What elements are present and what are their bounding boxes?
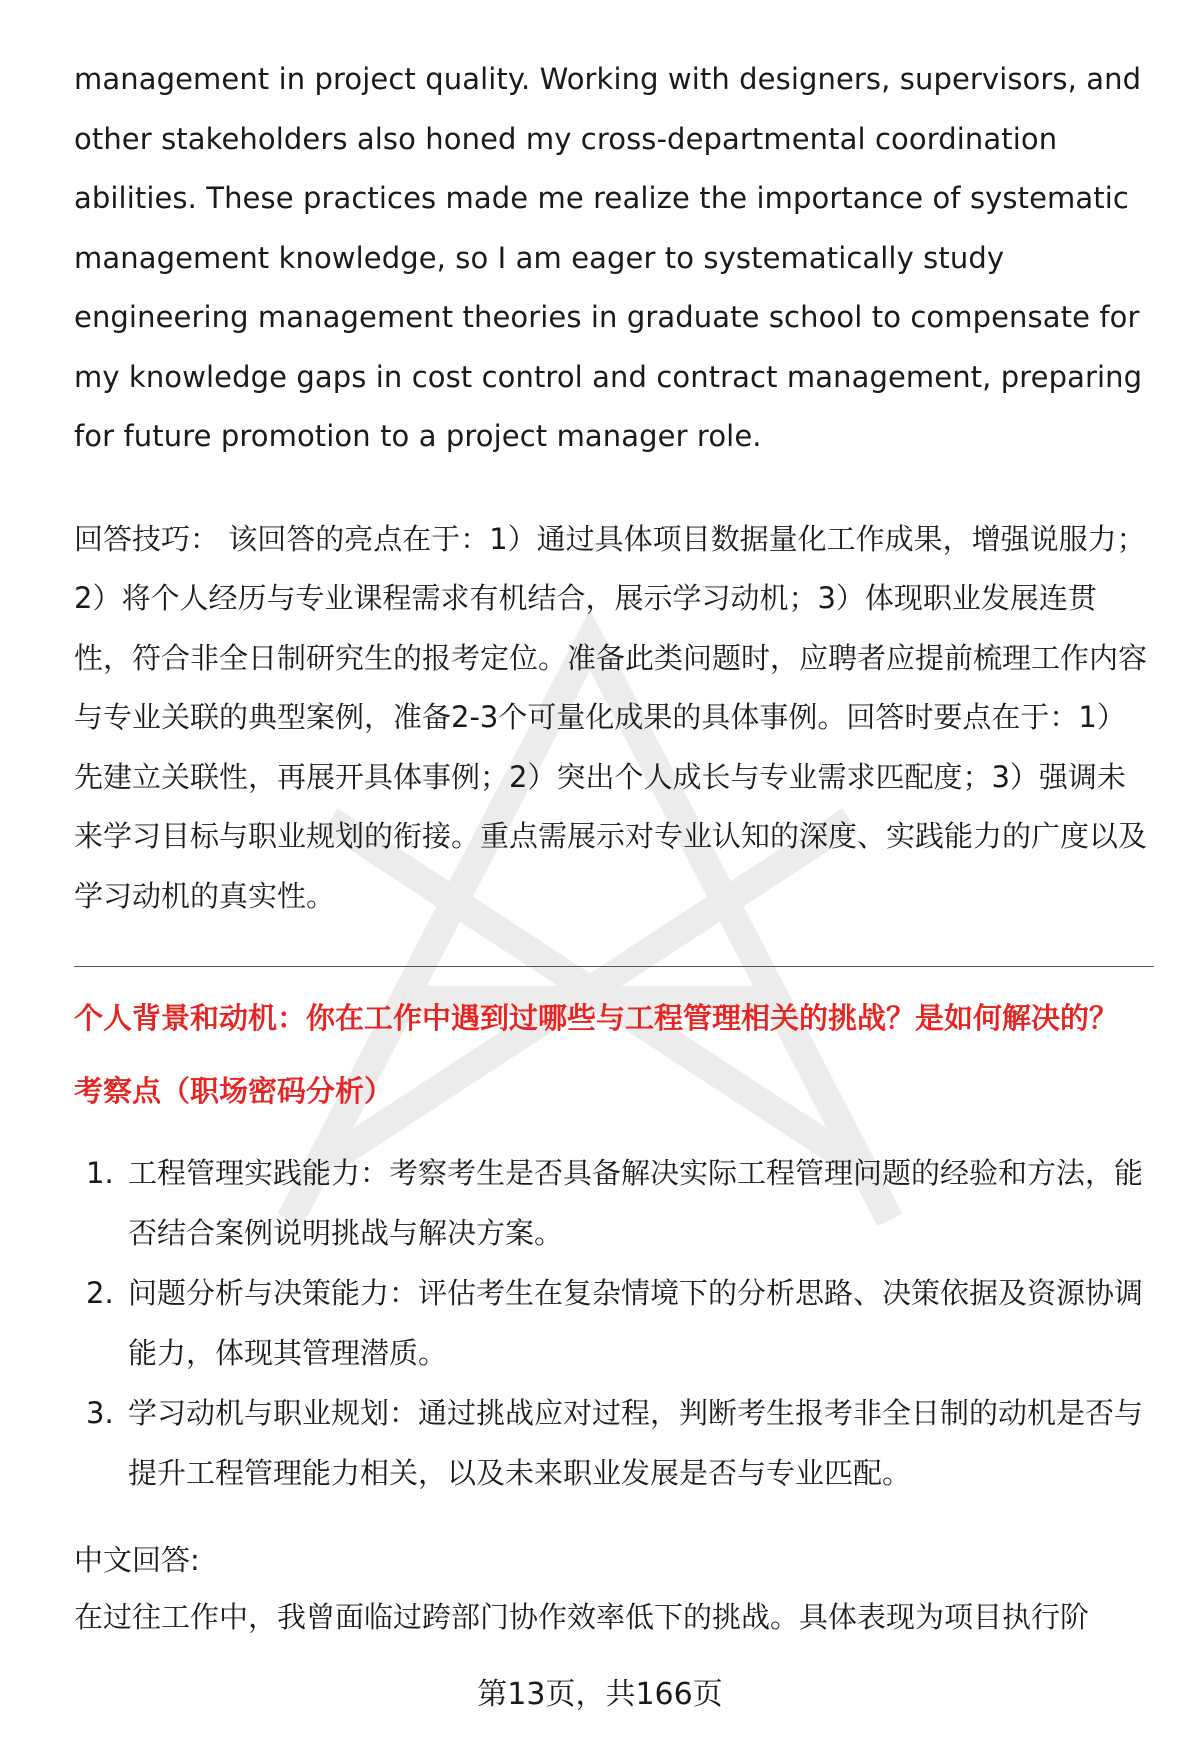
list-item-number: 3.	[86, 1396, 114, 1430]
list-item-text: 问题分析与决策能力：评估考生在复杂情境下的分析思路、决策依据及资源协调能力，体现其管理潜质。	[128, 1276, 1144, 1370]
answer-tip-paragraph: 回答技巧： 该回答的亮点在于：1）通过具体项目数据量化工作成果，增强说服力；2）将个人经历与专业课程需求有机结合，展示学习动机；3）体现职业发展连贯性，符合非全日制研究生的报考定位。准备此类问题时，应聘者应提前梳理工作内容与专业关联的典型案例，准备2-3个可量化成果的具体事例。回答时要点在于：1）先建立关联性，再展开具体事例；2）突出个人成长与专业需求匹配度；3）强调未来学习目标与职业规划的衔接。重点需展示对专业认知的深度、实践能力的广度以及学习动机的真实性。	[74, 521, 1148, 913]
chinese-answer-label: 中文回答:	[74, 1543, 200, 1577]
document-body	[74, 50, 1154, 926]
list-item	[74, 1263, 1154, 1383]
page-number-footer: 第13页，共166页	[477, 1677, 723, 1712]
list-item-text: 学习动机与职业规划：通过挑战应对过程，判断考生报考非全日制的动机是否与提升工程管理能力相关，以及未来职业发展是否与专业匹配。	[128, 1396, 1144, 1490]
list-item	[74, 1383, 1154, 1503]
assessment-point-list	[74, 1143, 1154, 1503]
list-item-number: 2.	[86, 1276, 114, 1310]
english-answer-paragraph: management in project quality. Working with designers, supervisors, and other stakeholders also honed my cross-departmental coordination abilities. These practices made me realize the importance of systematic management knowledge, so I am eager to systematically study engineering management theories in graduate school to compensate for my knowledge gaps in cost control and contract management, preparing for future promotion to a project manager role.	[74, 62, 1143, 453]
question-title: 个人背景和动机：你在工作中遇到过哪些与工程管理相关的挑战？是如何解决的？	[74, 1001, 1119, 1035]
question-subtitle: 考察点（职场密码分析）	[74, 1074, 394, 1108]
chinese-answer-text: 在过往工作中，我曾面临过跨部门协作效率低下的挑战。具体表现为项目执行阶	[74, 1600, 1090, 1634]
section-divider	[74, 966, 1154, 967]
list-item	[74, 1143, 1154, 1263]
list-item-text: 工程管理实践能力：考察考生是否具备解决实际工程管理问题的经验和方法，能否结合案例说明挑战与解决方案。	[128, 1156, 1144, 1250]
list-item-number: 1.	[86, 1156, 114, 1190]
